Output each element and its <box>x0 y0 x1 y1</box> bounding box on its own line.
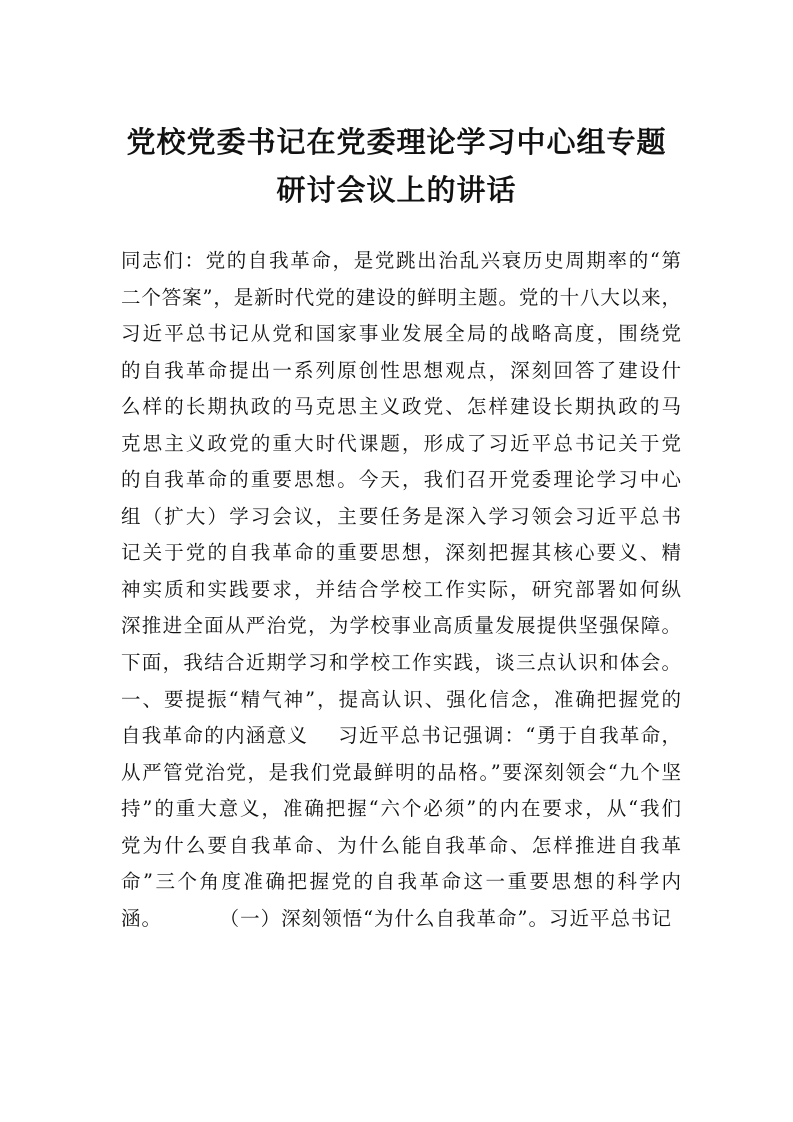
body-line: 习近平总书记从党和国家事业发展全局的战略高度，围绕党 <box>121 322 681 346</box>
body-line: 组（扩大）学习会议，主要任务是深入学习领会习近平总书 <box>121 504 681 528</box>
body-line: 么样的长期执政的马克思主义政党、怎样建设长期执政的马 <box>121 395 681 419</box>
body-line: 二个答案”，是新时代党的建设的鲜明主题。党的十八大以来， <box>121 285 681 309</box>
body-line: 自我革命的内涵意义 习近平总书记强调：“勇于自我革命， <box>121 724 681 748</box>
document-title-line-2: 研讨会议上的讲话 <box>276 173 517 207</box>
body-line: 持”的重大意义，准确把握“六个必须”的内在要求，从“我们 <box>121 797 681 821</box>
body-line: 同志们：党的自我革命，是党跳出治乱兴衰历史周期率的“第 <box>121 249 681 272</box>
body-line: 命”三个角度准确把握党的自我革命这一重要思想的科学内 <box>121 870 681 894</box>
body-line: 克思主义政党的重大时代课题，形成了习近平总书记关于党 <box>121 431 681 455</box>
body-line: 党为什么要自我革命、为什么能自我革命、怎样推进自我革 <box>121 833 681 857</box>
body-line: 下面，我结合近期学习和学校工作实践，谈三点认识和体会。 <box>121 651 681 675</box>
body-line: 涵。 （一）深刻领悟“为什么自我革命”。习近平总书记 <box>121 906 673 930</box>
body-line: 的自我革命提出一系列原创性思想观点，深刻回答了建设什 <box>121 358 681 382</box>
body-line: 神实质和实践要求，并结合学校工作实际，研究部署如何纵 <box>121 577 681 601</box>
document-body <box>121 243 681 937</box>
body-line: 深推进全面从严治党，为学校事业高质量发展提供坚强保障。 <box>121 614 681 638</box>
body-line: 从严管党治党，是我们党最鲜明的品格。”要深刻领会“九个坚 <box>121 760 681 784</box>
body-line: 的自我革命的重要思想。今天，我们召开党委理论学习中心 <box>121 468 681 492</box>
body-line: 一、要提振“精气神”，提高认识、强化信念，准确把握党的 <box>121 687 681 711</box>
document-title-line-1: 党校党委书记在党委理论学习中心组专题 <box>126 125 667 159</box>
body-line: 记关于党的自我革命的重要思想，深刻把握其核心要义、精 <box>121 541 681 565</box>
